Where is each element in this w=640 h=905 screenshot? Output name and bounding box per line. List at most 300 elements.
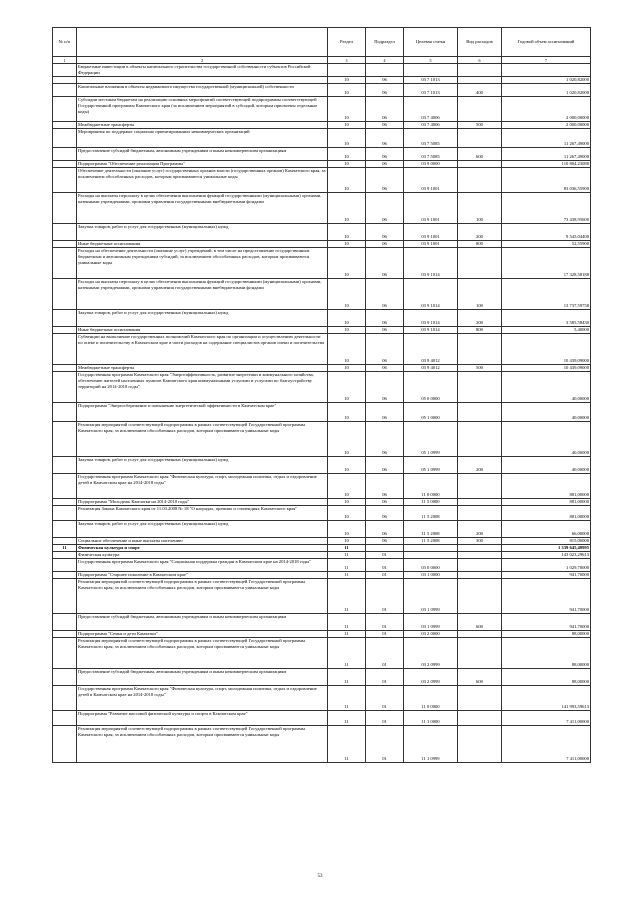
row-num-cell <box>53 572 77 579</box>
row-target-cell: 05 1 0999 <box>404 422 458 457</box>
header-section: Раздел <box>328 28 366 57</box>
row-name-cell: Закупка товаров, работ и услуг для государственных (муниципальных) нужд <box>77 521 328 538</box>
row-target-cell: 03 7 5085 <box>404 129 458 148</box>
row-name-cell: Подпрограмма "Семья и дети Камчатки" <box>77 631 328 638</box>
row-target-cell: 03 7 4006 <box>404 97 458 122</box>
row-num-cell <box>53 726 77 763</box>
row-subsection-cell: 06 <box>366 474 404 499</box>
row-section-cell <box>328 64 366 77</box>
table-row <box>53 84 591 97</box>
row-section-cell: 10 <box>328 122 366 129</box>
row-amount-cell: 881,00000 <box>502 506 591 521</box>
row-amount-cell: 40,00000 <box>502 372 591 403</box>
table-row <box>53 638 591 669</box>
row-subsection-cell: 06 <box>366 499 404 506</box>
row-exptype-cell: 600 <box>458 614 502 631</box>
table-row <box>53 579 591 614</box>
row-section-cell: 10 <box>328 538 366 545</box>
row-subsection-cell: 01 <box>366 711 404 726</box>
row-subsection-cell: 01 <box>366 552 404 559</box>
table-row <box>53 726 591 763</box>
row-section-cell: 10 <box>328 97 366 122</box>
index-cell: 4 <box>366 57 404 64</box>
row-num-cell <box>53 474 77 499</box>
index-cell: 6 <box>458 57 502 64</box>
row-section-cell: 11 <box>328 572 366 579</box>
row-section-cell: 11 <box>328 686 366 711</box>
row-name-cell: Реализация мероприятий соответствующей подпрограммы в рамках соответствующей Государственной программы Камчатского края, за исключением обособленных расходов, которым присваиваются уникальные коды <box>77 422 328 457</box>
row-subsection-cell <box>366 545 404 552</box>
row-name-cell: Государственная программа Камчатского края "Физическая культура, спорт, молодежная политика, отдых и оздоровление детей в Камчатском крае на 2014-2018 годы" <box>77 686 328 711</box>
row-name-cell: Расходы на выплаты персоналу в целях обеспечения выполнения функций государственными (муниципальными) органами, казенными учреждениями, органами управления государственными внебюджетными фондами <box>77 279 328 310</box>
row-section-cell: 11 <box>328 559 366 572</box>
row-amount-cell: 5,40000 <box>502 327 591 334</box>
row-name-cell: Расходы на обеспечение деятельности (оказание услуг) учреждений, в том числе на предоставление государственным бюджетным и автономным учреждениям субсидий, за исключением обособленных расходов, которым присваиваются уникальные коды <box>77 248 328 279</box>
row-num-cell <box>53 334 77 365</box>
row-exptype-cell <box>458 506 502 521</box>
row-target-cell: 03 7 1013 <box>404 77 458 84</box>
row-target-cell: 03 2 0000 <box>404 631 458 638</box>
row-subsection-cell: 06 <box>366 241 404 248</box>
row-target-cell: 03 7 4006 <box>404 122 458 129</box>
table-row <box>53 372 591 403</box>
row-amount-cell: 11 267,49000 <box>502 129 591 148</box>
row-name-cell: Реализация мероприятий соответствующей подпрограммы в рамках соответствующей Государственной программы Камчатского края, за исключением обособленных расходов, которым присваиваются уникальные коды <box>77 638 328 669</box>
row-section-cell: 10 <box>328 474 366 499</box>
row-section-cell: 10 <box>328 168 366 193</box>
row-exptype-cell <box>458 334 502 365</box>
row-section-cell: 11 <box>328 631 366 638</box>
table-row <box>53 241 591 248</box>
table-row <box>53 474 591 499</box>
row-subsection-cell: 06 <box>366 521 404 538</box>
row-target-cell <box>404 64 458 77</box>
row-target-cell: 11 0 0000 <box>404 474 458 499</box>
row-num-cell <box>53 279 77 310</box>
budget-sheet <box>52 27 590 763</box>
row-target-cell: 03 9 4012 <box>404 365 458 372</box>
row-num-cell <box>53 521 77 538</box>
row-section-cell: 10 <box>328 84 366 97</box>
row-num-cell <box>53 97 77 122</box>
row-subsection-cell: 01 <box>366 614 404 631</box>
index-cell: 1 <box>53 57 77 64</box>
row-exptype-cell <box>458 168 502 193</box>
row-name-cell: Субсидии местным бюджетам на реализацию основных мероприятий соответствующей подпрограммы соответствующей Государственной программы Камчатского края (за исключением мероприятий в субсидий, которым присвоены отдельные коды) <box>77 97 328 122</box>
row-amount-cell: 10 439,09000 <box>502 334 591 365</box>
row-amount-cell: 143 023,29613 <box>502 552 591 559</box>
row-target-cell: 11 5 0000 <box>404 499 458 506</box>
header-name <box>77 28 328 57</box>
row-name-cell: Социальное обеспечение и иные выплаты населению <box>77 538 328 545</box>
row-section-cell: 11 <box>328 614 366 631</box>
table-row <box>53 572 591 579</box>
page-number: 53 <box>317 874 323 879</box>
row-exptype-cell: 600 <box>458 669 502 686</box>
row-name-cell: Подпрограмма "Старшее поколение в Камчатском крае" <box>77 572 328 579</box>
row-exptype-cell <box>458 552 502 559</box>
row-amount-cell: 881,00000 <box>502 499 591 506</box>
row-num-cell <box>53 148 77 161</box>
row-num-cell <box>53 224 77 241</box>
row-name-cell: Субвенции на выполнение государственных полномочий Камчатского края по организации и осуществлению деятельности по опеке и попечительству в Камчатском крае в части расходов на содержание специалистов органов опеки и попечительства <box>77 334 328 365</box>
row-target-cell: 03 9 1001 <box>404 241 458 248</box>
row-subsection-cell: 06 <box>366 148 404 161</box>
row-amount-cell: 11 267,49000 <box>502 148 591 161</box>
table-row <box>53 97 591 122</box>
row-num-cell <box>53 64 77 77</box>
row-subsection-cell: 06 <box>366 193 404 224</box>
table-row <box>53 327 591 334</box>
table-row <box>53 122 591 129</box>
row-num-cell <box>53 422 77 457</box>
header-num: № п/п <box>53 28 77 57</box>
row-exptype-cell: 300 <box>458 538 502 545</box>
row-subsection-cell: 06 <box>366 310 404 327</box>
row-exptype-cell <box>458 726 502 763</box>
row-exptype-cell <box>458 638 502 669</box>
row-name-cell: Межбюджетные трансферты <box>77 365 328 372</box>
row-exptype-cell <box>458 403 502 422</box>
row-section-cell: 10 <box>328 506 366 521</box>
row-num-cell <box>53 241 77 248</box>
row-name-cell: Подпрограмма "Развитие массовой физической культуры и спорта в Камчатском крае" <box>77 711 328 726</box>
row-subsection-cell: 06 <box>366 129 404 148</box>
row-amount-cell: 10 439,09000 <box>502 365 591 372</box>
row-subsection-cell: 06 <box>366 168 404 193</box>
table-row <box>53 161 591 168</box>
table-row <box>53 669 591 686</box>
row-amount-cell: 110 804,23088 <box>502 161 591 168</box>
table-row <box>53 552 591 559</box>
row-target-cell: 03 9 1014 <box>404 248 458 279</box>
row-subsection-cell: 06 <box>366 279 404 310</box>
row-section-cell: 11 <box>328 669 366 686</box>
row-section-cell: 10 <box>328 148 366 161</box>
row-name-cell: Физическая культура <box>77 552 328 559</box>
row-name-cell: Закупка товаров, работ и услуг для государственных (муниципальных) нужд <box>77 457 328 474</box>
row-target-cell <box>404 552 458 559</box>
row-target-cell: 11 5 2008 <box>404 521 458 538</box>
row-exptype-cell: 200 <box>458 310 502 327</box>
row-num-cell <box>53 161 77 168</box>
row-amount-cell: 1 339 645,40995 <box>502 545 591 552</box>
row-exptype-cell <box>458 97 502 122</box>
row-section-cell: 10 <box>328 224 366 241</box>
row-num-cell <box>53 248 77 279</box>
row-amount-cell: 1 029,70000 <box>502 559 591 572</box>
row-name-cell: Государственная программа Камчатского края "Физическая культура, спорт, молодежная политика, отдых и оздоровление детей в Камчатском крае на 2014-2018 годы" <box>77 474 328 499</box>
row-subsection-cell: 06 <box>366 248 404 279</box>
row-exptype-cell <box>458 686 502 711</box>
row-section-cell: 10 <box>328 129 366 148</box>
row-section-cell: 10 <box>328 422 366 457</box>
row-name-cell: Закупка товаров, работ и услуг для государственных (муниципальных) нужд <box>77 224 328 241</box>
row-target-cell: 11 5 2008 <box>404 538 458 545</box>
row-num-cell <box>53 327 77 334</box>
table-row <box>53 129 591 148</box>
row-exptype-cell <box>458 64 502 77</box>
row-section-cell: 10 <box>328 457 366 474</box>
table-row <box>53 521 591 538</box>
row-amount-cell: 1 020,82000 <box>502 84 591 97</box>
row-section-cell: 10 <box>328 279 366 310</box>
table-row <box>53 559 591 572</box>
row-subsection-cell: 01 <box>366 726 404 763</box>
row-num-cell <box>53 129 77 148</box>
row-subsection-cell: 06 <box>366 161 404 168</box>
row-exptype-cell <box>458 631 502 638</box>
row-num-cell <box>53 310 77 327</box>
row-exptype-cell <box>458 545 502 552</box>
row-section-cell: 11 <box>328 711 366 726</box>
row-amount-cell: 9 545,04400 <box>502 224 591 241</box>
row-num-cell <box>53 631 77 638</box>
row-exptype-cell <box>458 499 502 506</box>
row-num-cell <box>53 559 77 572</box>
row-name-cell: Государственная программа Камчатского края "Энергоэффективность, развитие энергетики и коммунального хозяйства, обеспечение жителей населенных пунктов Камчатского края коммунальными услугами и услугами по благоустройству территорий на 2014-2018 годы" <box>77 372 328 403</box>
row-amount-cell: 66,00000 <box>502 521 591 538</box>
row-subsection-cell: 01 <box>366 686 404 711</box>
row-target-cell: 03 9 1014 <box>404 327 458 334</box>
row-num-cell <box>53 365 77 372</box>
row-target-cell: 03 9 1001 <box>404 168 458 193</box>
row-amount-cell: 941,70000 <box>502 579 591 614</box>
column-index-row <box>53 57 591 64</box>
row-num-cell <box>53 84 77 97</box>
row-exptype-cell: 200 <box>458 224 502 241</box>
row-amount-cell: 88,00000 <box>502 669 591 686</box>
table-row <box>53 148 591 161</box>
row-section-cell: 10 <box>328 334 366 365</box>
table-row <box>53 686 591 711</box>
header-target: Целевая статья <box>404 28 458 57</box>
row-num-cell <box>53 457 77 474</box>
row-amount-cell: 73 438,95600 <box>502 193 591 224</box>
row-amount-cell: 815,00000 <box>502 538 591 545</box>
row-amount-cell: 141 993,59613 <box>502 686 591 711</box>
header-amount: Годовой объем ассигнований <box>502 28 591 57</box>
table-row <box>53 545 591 552</box>
row-amount-cell: 13 737,59758 <box>502 279 591 310</box>
row-name-cell: Обеспечение деятельности (оказание услуг) государственных органов власти (государственных органов) Камчатского края, за исключением обособленных расходов, которым присваиваются уникальные коды <box>77 168 328 193</box>
row-target-cell: 03 2 0999 <box>404 638 458 669</box>
row-amount-cell: 7 411,00000 <box>502 726 591 763</box>
row-name-cell: Иные бюджетные ассигнования <box>77 241 328 248</box>
row-section-cell: 10 <box>328 77 366 84</box>
row-name-cell: Подпрограмма "Энергосбережение и повышение энергетической эффективности в Камчатском крае" <box>77 403 328 422</box>
row-target-cell: 05 1 0999 <box>404 457 458 474</box>
row-exptype-cell <box>458 372 502 403</box>
row-name-cell: Иные бюджетные ассигнования <box>77 327 328 334</box>
row-subsection-cell: 01 <box>366 572 404 579</box>
row-subsection-cell: 06 <box>366 365 404 372</box>
row-target-cell: 03 9 1001 <box>404 193 458 224</box>
row-num-cell <box>53 711 77 726</box>
row-name-cell: Реализация мероприятий соответствующей подпрограммы в рамках соответствующей Государственной программы Камчатского края, за исключением обособленных расходов, которым присваиваются уникальные коды <box>77 726 328 763</box>
row-target-cell: 03 9 1014 <box>404 279 458 310</box>
row-subsection-cell: 01 <box>366 559 404 572</box>
row-subsection-cell: 06 <box>366 97 404 122</box>
row-num-cell <box>53 579 77 614</box>
row-target-cell: 11 1 0000 <box>404 711 458 726</box>
row-section-cell: 10 <box>328 241 366 248</box>
row-target-cell: 03 9 0000 <box>404 161 458 168</box>
row-exptype-cell: 100 <box>458 193 502 224</box>
table-row <box>53 64 591 77</box>
row-name-cell: Расходы на выплаты персоналу в целях обеспечения выполнения функций государственными (муниципальными) органами, казенными учреждениями, органами управления государственными внебюджетными фондами <box>77 193 328 224</box>
row-section-cell: 10 <box>328 365 366 372</box>
row-exptype-cell <box>458 711 502 726</box>
row-num-cell <box>53 122 77 129</box>
row-amount-cell: 40,00000 <box>502 403 591 422</box>
row-amount-cell: 2 000,00000 <box>502 97 591 122</box>
table-row <box>53 193 591 224</box>
row-name-cell: Межбюджетные трансферты <box>77 122 328 129</box>
row-exptype-cell: 200 <box>458 457 502 474</box>
table-row <box>53 403 591 422</box>
row-exptype-cell <box>458 129 502 148</box>
table-row <box>53 631 591 638</box>
budget-table <box>52 27 591 763</box>
row-num-cell <box>53 686 77 711</box>
row-exptype-cell <box>458 248 502 279</box>
row-name-cell: Реализация Закона Камчатского края от 11.03.2008 № 18 "О наградах, премиях и стипендиях Камчатского края" <box>77 506 328 521</box>
row-amount-cell: 941,70000 <box>502 572 591 579</box>
row-amount-cell: 17 328,58188 <box>502 248 591 279</box>
row-amount-cell: 88,00000 <box>502 638 591 669</box>
row-exptype-cell: 500 <box>458 122 502 129</box>
row-section-cell: 10 <box>328 193 366 224</box>
table-row <box>53 279 591 310</box>
row-name-cell: Подпрограмма "Обеспечение реализации Программы" <box>77 161 328 168</box>
row-exptype-cell: 400 <box>458 84 502 97</box>
row-amount-cell <box>502 64 591 77</box>
row-target-cell: 03 2 0999 <box>404 669 458 686</box>
table-row <box>53 538 591 545</box>
index-cell: 2 <box>77 57 328 64</box>
row-name-cell: Реализация мероприятий соответствующей подпрограммы в рамках соответствующей Государственной программы Камчатского края, за исключением обособленных расходов, которым присваиваются уникальные коды <box>77 579 328 614</box>
row-subsection-cell: 06 <box>366 77 404 84</box>
table-body <box>53 64 591 763</box>
row-subsection-cell: 06 <box>366 422 404 457</box>
index-cell: 3 <box>328 57 366 64</box>
row-name-cell: Предоставление субсидий бюджетным, автономным учреждениям и иным некоммерческим организациям <box>77 669 328 686</box>
header-exptype: Вид расходов <box>458 28 502 57</box>
row-amount-cell: 40,00000 <box>502 457 591 474</box>
row-subsection-cell: 01 <box>366 638 404 669</box>
row-target-cell: 03 1 0999 <box>404 579 458 614</box>
row-subsection-cell: 06 <box>366 327 404 334</box>
row-exptype-cell: 500 <box>458 365 502 372</box>
row-subsection-cell: 06 <box>366 84 404 97</box>
row-name-cell: Капитальные вложения в объекты недвижимого имущества государственной (муниципальной) собственности <box>77 84 328 97</box>
row-name-cell: Закупка товаров, работ и услуг для государственных (муниципальных) нужд <box>77 310 328 327</box>
row-exptype-cell: 800 <box>458 327 502 334</box>
table-row <box>53 614 591 631</box>
table-row <box>53 77 591 84</box>
row-num-cell <box>53 506 77 521</box>
table-row <box>53 310 591 327</box>
row-section-cell: 10 <box>328 372 366 403</box>
row-name-cell: Физическая культура и спорт <box>77 545 328 552</box>
row-amount-cell: 2 000,00000 <box>502 122 591 129</box>
row-section-cell: 10 <box>328 310 366 327</box>
row-target-cell: 03 7 5085 <box>404 148 458 161</box>
row-section-cell: 11 <box>328 638 366 669</box>
row-subsection-cell: 06 <box>366 372 404 403</box>
row-exptype-cell <box>458 579 502 614</box>
row-num-cell <box>53 614 77 631</box>
row-amount-cell: 83 036,55900 <box>502 168 591 193</box>
table-row <box>53 422 591 457</box>
row-name-cell: Предоставление субсидий бюджетным, автономным учреждениям и иным некоммерческим организациям <box>77 148 328 161</box>
row-num-cell <box>53 193 77 224</box>
index-cell: 5 <box>404 57 458 64</box>
row-num-cell: 11 <box>53 545 77 552</box>
row-target-cell: 03 9 1001 <box>404 224 458 241</box>
row-name-cell: Подпрограмма "Молодежь Камчатки на 2014-2018 годы" <box>77 499 328 506</box>
row-num-cell <box>53 372 77 403</box>
row-num-cell <box>53 168 77 193</box>
row-section-cell: 11 <box>328 726 366 763</box>
row-section-cell: 10 <box>328 499 366 506</box>
row-target-cell: 03 1 0000 <box>404 572 458 579</box>
table-row <box>53 506 591 521</box>
row-section-cell: 10 <box>328 521 366 538</box>
row-subsection-cell: 06 <box>366 457 404 474</box>
row-subsection-cell: 06 <box>366 122 404 129</box>
row-num-cell <box>53 403 77 422</box>
table-row <box>53 711 591 726</box>
table-row <box>53 457 591 474</box>
row-target-cell <box>404 545 458 552</box>
row-target-cell: 03 7 1013 <box>404 84 458 97</box>
row-num-cell <box>53 638 77 669</box>
row-target-cell: 05 0 0000 <box>404 372 458 403</box>
row-target-cell: 11 0 0000 <box>404 686 458 711</box>
row-num-cell <box>53 538 77 545</box>
row-section-cell: 10 <box>328 403 366 422</box>
table-row <box>53 224 591 241</box>
row-num-cell <box>53 669 77 686</box>
row-section-cell: 11 <box>328 545 366 552</box>
row-section-cell: 11 <box>328 579 366 614</box>
row-name-cell: Предоставление субсидий бюджетным, автономным учреждениям и иным некоммерческим организациям <box>77 614 328 631</box>
table-row <box>53 365 591 372</box>
row-subsection-cell: 06 <box>366 538 404 545</box>
row-target-cell: 03 9 1014 <box>404 310 458 327</box>
row-subsection-cell: 01 <box>366 579 404 614</box>
row-amount-cell: 7 411,00000 <box>502 711 591 726</box>
table-row <box>53 168 591 193</box>
row-target-cell: 03 1 0999 <box>404 614 458 631</box>
row-section-cell: 11 <box>328 552 366 559</box>
row-exptype-cell: 100 <box>458 279 502 310</box>
row-subsection-cell: 06 <box>366 506 404 521</box>
row-exptype-cell: 800 <box>458 241 502 248</box>
row-target-cell: 03 0 0000 <box>404 559 458 572</box>
row-exptype-cell <box>458 559 502 572</box>
row-target-cell: 05 1 0000 <box>404 403 458 422</box>
row-subsection-cell: 06 <box>366 224 404 241</box>
row-target-cell: 03 9 4012 <box>404 334 458 365</box>
row-exptype-cell <box>458 161 502 168</box>
table-header-row <box>53 28 591 57</box>
row-exptype-cell: 600 <box>458 148 502 161</box>
row-exptype-cell <box>458 572 502 579</box>
row-section-cell: 10 <box>328 248 366 279</box>
